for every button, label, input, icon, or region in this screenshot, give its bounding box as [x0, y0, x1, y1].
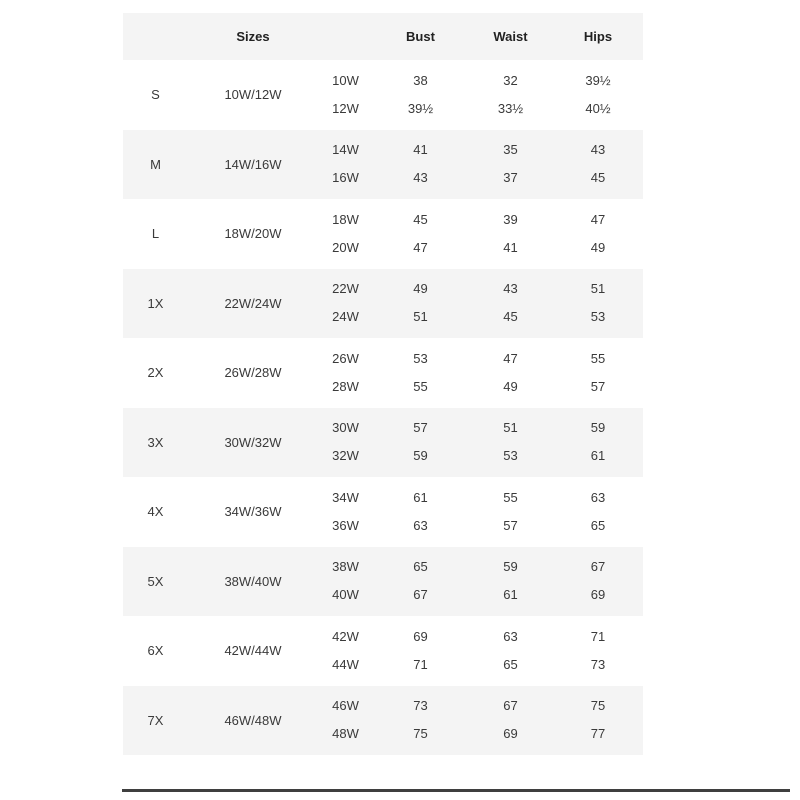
sub-size-label: 42W [332, 628, 359, 644]
hips-value: 75 [590, 698, 606, 714]
size-range: 18W/20W [224, 226, 282, 242]
sub-size-column [318, 692, 373, 748]
size-chart-table [123, 13, 643, 755]
bust-value: 61 [413, 489, 428, 505]
waist-value: 33½ [497, 100, 524, 116]
sub-size-label: 20W [332, 239, 359, 255]
hips-value: 69 [590, 587, 606, 603]
size-letter: M [150, 156, 161, 172]
waist-value: 41 [503, 239, 518, 255]
hips-column [553, 623, 643, 679]
sub-size-column [318, 136, 373, 192]
hips-column [553, 67, 643, 123]
hips-value: 65 [590, 517, 606, 533]
hips-value: 73 [590, 656, 606, 672]
waist-column [468, 206, 553, 262]
waist-column [468, 275, 553, 331]
bust-value: 57 [413, 420, 428, 436]
size-range: 38W/40W [224, 573, 282, 589]
table-body [123, 60, 643, 755]
bust-value: 38 [413, 72, 428, 88]
table-row [123, 269, 643, 339]
horizontal-scrollbar[interactable] [122, 789, 790, 792]
sub-size-label: 40W [332, 587, 359, 603]
bust-value: 51 [413, 309, 428, 325]
waist-value: 37 [503, 170, 518, 186]
size-letter: 4X [147, 504, 164, 520]
hips-value: 40½ [585, 100, 611, 116]
hips-column [553, 414, 643, 470]
sub-size-label: 22W [332, 281, 359, 297]
sub-size-column [318, 414, 373, 470]
waist-column [468, 692, 553, 748]
bust-column [373, 553, 468, 609]
sub-size-column [318, 206, 373, 262]
hips-value: 51 [590, 281, 606, 297]
sub-size-label: 32W [332, 448, 359, 464]
size-letter: 7X [147, 712, 164, 728]
waist-value: 43 [503, 281, 518, 297]
table-row [123, 60, 643, 130]
bust-value: 65 [413, 559, 428, 575]
waist-value: 32 [503, 72, 518, 88]
bust-column [373, 67, 468, 123]
waist-value: 49 [503, 378, 518, 394]
hips-column [553, 275, 643, 331]
bust-value: 67 [413, 587, 428, 603]
hips-column [553, 136, 643, 192]
hips-value: 67 [590, 559, 606, 575]
waist-value: 51 [503, 420, 518, 436]
waist-column [468, 623, 553, 679]
hips-value: 77 [590, 726, 606, 742]
size-range: 26W/28W [224, 365, 282, 381]
header-hips: Hips [583, 29, 613, 44]
bust-column [373, 623, 468, 679]
size-letter: 2X [147, 365, 164, 381]
size-letter: 5X [147, 573, 164, 589]
sub-size-column [318, 275, 373, 331]
bust-value: 73 [413, 698, 428, 714]
hips-value: 55 [590, 350, 606, 366]
waist-value: 55 [503, 489, 518, 505]
bust-value: 45 [413, 211, 428, 227]
sub-size-label: 10W [332, 72, 359, 88]
sub-size-column [318, 345, 373, 401]
header-bust: Bust [406, 29, 435, 44]
hips-value: 49 [590, 239, 606, 255]
size-range: 14W/16W [224, 156, 282, 172]
waist-column [468, 136, 553, 192]
size-letter: L [151, 226, 160, 242]
waist-value: 67 [503, 698, 518, 714]
table-row [123, 199, 643, 269]
bust-value: 59 [413, 448, 428, 464]
hips-value: 43 [590, 142, 606, 158]
hips-column [553, 345, 643, 401]
hips-column [553, 206, 643, 262]
hips-column [553, 553, 643, 609]
header-sizes: Sizes [236, 29, 270, 44]
bust-value: 63 [413, 517, 428, 533]
sub-size-label: 38W [332, 559, 359, 575]
bust-value: 43 [413, 170, 428, 186]
bust-column [373, 692, 468, 748]
hips-value: 57 [590, 378, 606, 394]
table-row [123, 547, 643, 617]
sub-size-column [318, 623, 373, 679]
sub-size-label: 16W [332, 170, 359, 186]
sub-size-label: 36W [332, 517, 359, 533]
sub-size-label: 30W [332, 420, 359, 436]
table-header-row [123, 13, 643, 60]
table-row [123, 338, 643, 408]
hips-value: 53 [590, 309, 606, 325]
bust-value: 53 [413, 350, 428, 366]
waist-column [468, 553, 553, 609]
hips-value: 47 [590, 211, 606, 227]
waist-column [468, 414, 553, 470]
waist-value: 47 [503, 350, 518, 366]
waist-value: 69 [503, 726, 518, 742]
bust-value: 39½ [407, 100, 434, 116]
sub-size-label: 14W [332, 142, 359, 158]
bust-value: 49 [413, 281, 428, 297]
size-letter: 3X [147, 434, 164, 450]
table-row [123, 616, 643, 686]
bust-value: 55 [413, 378, 428, 394]
waist-value: 59 [503, 559, 518, 575]
bust-value: 41 [413, 142, 428, 158]
sub-size-column [318, 553, 373, 609]
table-row [123, 686, 643, 756]
table-row [123, 408, 643, 478]
hips-value: 39½ [585, 72, 611, 88]
header-waist: Waist [493, 29, 528, 44]
sub-size-label: 48W [332, 726, 359, 742]
sub-size-column [318, 484, 373, 540]
bust-column [373, 275, 468, 331]
size-range: 42W/44W [224, 643, 282, 659]
hips-value: 59 [590, 420, 606, 436]
table-row [123, 130, 643, 200]
sub-size-label: 28W [332, 378, 359, 394]
sub-size-label: 34W [332, 489, 359, 505]
sub-size-label: 26W [332, 350, 359, 366]
size-range: 10W/12W [224, 87, 282, 103]
waist-value: 63 [503, 628, 518, 644]
sub-size-column [318, 67, 373, 123]
sub-size-label: 12W [332, 100, 359, 116]
waist-value: 53 [503, 448, 518, 464]
waist-column [468, 484, 553, 540]
sub-size-label: 24W [332, 309, 359, 325]
size-range: 22W/24W [224, 295, 282, 311]
size-letter: 1X [147, 295, 164, 311]
waist-value: 61 [503, 587, 518, 603]
waist-value: 45 [503, 309, 518, 325]
waist-value: 35 [503, 142, 518, 158]
waist-value: 65 [503, 656, 518, 672]
waist-column [468, 67, 553, 123]
size-letter: S [151, 87, 160, 103]
bust-value: 75 [413, 726, 428, 742]
bust-column [373, 345, 468, 401]
hips-value: 61 [590, 448, 606, 464]
hips-value: 63 [590, 489, 606, 505]
hips-value: 71 [590, 628, 606, 644]
hips-column [553, 484, 643, 540]
size-range: 46W/48W [224, 712, 282, 728]
sub-size-label: 18W [332, 211, 359, 227]
bust-column [373, 206, 468, 262]
size-range: 34W/36W [224, 504, 282, 520]
hips-value: 45 [590, 170, 606, 186]
waist-value: 39 [503, 211, 518, 227]
sub-size-label: 44W [332, 656, 359, 672]
hips-column [553, 692, 643, 748]
bust-value: 47 [413, 239, 428, 255]
size-range: 30W/32W [224, 434, 282, 450]
bust-column [373, 414, 468, 470]
bust-column [373, 484, 468, 540]
sub-size-label: 46W [332, 698, 359, 714]
size-letter: 6X [147, 643, 164, 659]
bust-value: 69 [413, 628, 428, 644]
bust-value: 71 [413, 656, 428, 672]
waist-column [468, 345, 553, 401]
bust-column [373, 136, 468, 192]
table-row [123, 477, 643, 547]
waist-value: 57 [503, 517, 518, 533]
